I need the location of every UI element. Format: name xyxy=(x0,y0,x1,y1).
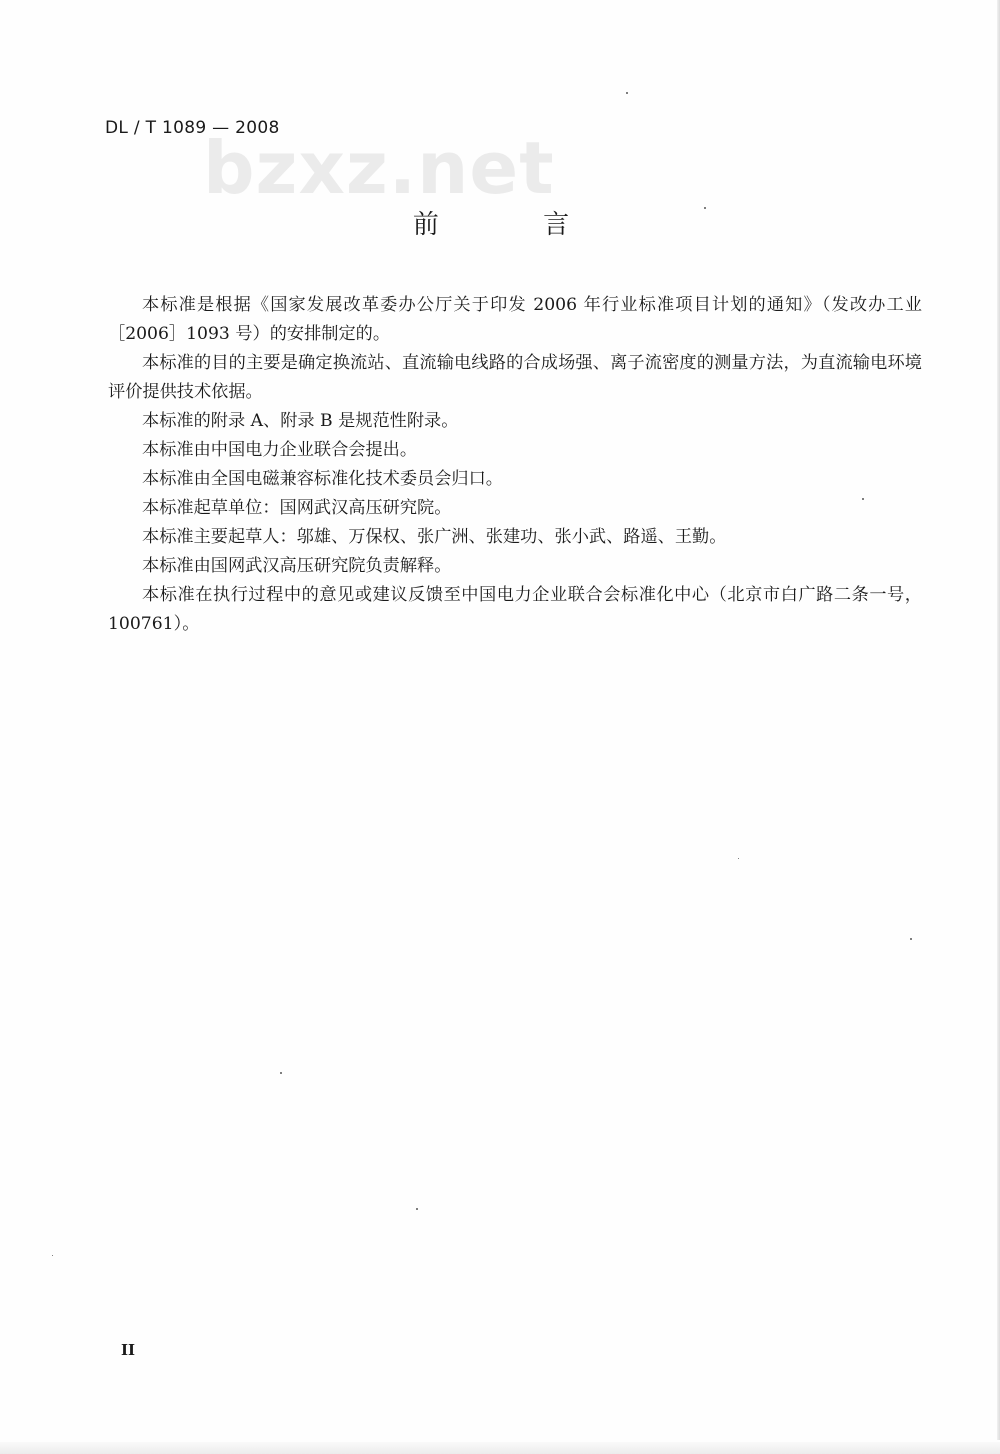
page-bottom-edge xyxy=(0,1442,1000,1454)
paragraph: 本标准的目的主要是确定换流站、直流输电线路的合成场强、离子流密度的测量方法，为直流输电环境评价提供技术依据。 xyxy=(108,353,922,402)
paragraph: 本标准由国网武汉高压研究院负责解释。 xyxy=(142,556,452,576)
page-number: II xyxy=(121,1341,136,1359)
scan-speck xyxy=(416,1208,418,1210)
paragraph: 本标准由中国电力企业联合会提出。 xyxy=(142,440,418,460)
paragraph: 本标准起草单位：国网武汉高压研究院。 xyxy=(142,498,452,518)
paragraph: 本标准是根据《国家发展改革委办公厅关于印发 2006 年行业标准项目计划的通知》（发改办工业［2006］1093 号）的安排制定的。 xyxy=(108,295,922,344)
page-title: 前 言 xyxy=(412,210,618,240)
scan-speck xyxy=(52,1255,53,1256)
preface-body xyxy=(108,291,922,639)
scan-speck xyxy=(280,1072,282,1074)
scan-speck xyxy=(738,858,739,859)
scan-speck xyxy=(910,938,912,940)
watermark: bzxz.net xyxy=(203,126,555,210)
paragraph: 本标准由全国电磁兼容标准化技术委员会归口。 xyxy=(142,469,503,489)
paragraph: 本标准主要起草人：邬雄、万保权、张广洲、张建功、张小武、路遥、王勤。 xyxy=(142,527,727,547)
scan-speck xyxy=(626,92,628,94)
paragraph: 本标准的附录 A、附录 B 是规范性附录。 xyxy=(142,411,459,431)
scan-speck xyxy=(704,207,706,209)
document-code: DL / T 1089 — 2008 xyxy=(105,118,280,138)
paragraph: 本标准在执行过程中的意见或建议反馈至中国电力企业联合会标准化中心（北京市白广路二条一号，100761）。 xyxy=(108,585,922,634)
scan-speck xyxy=(862,498,864,500)
